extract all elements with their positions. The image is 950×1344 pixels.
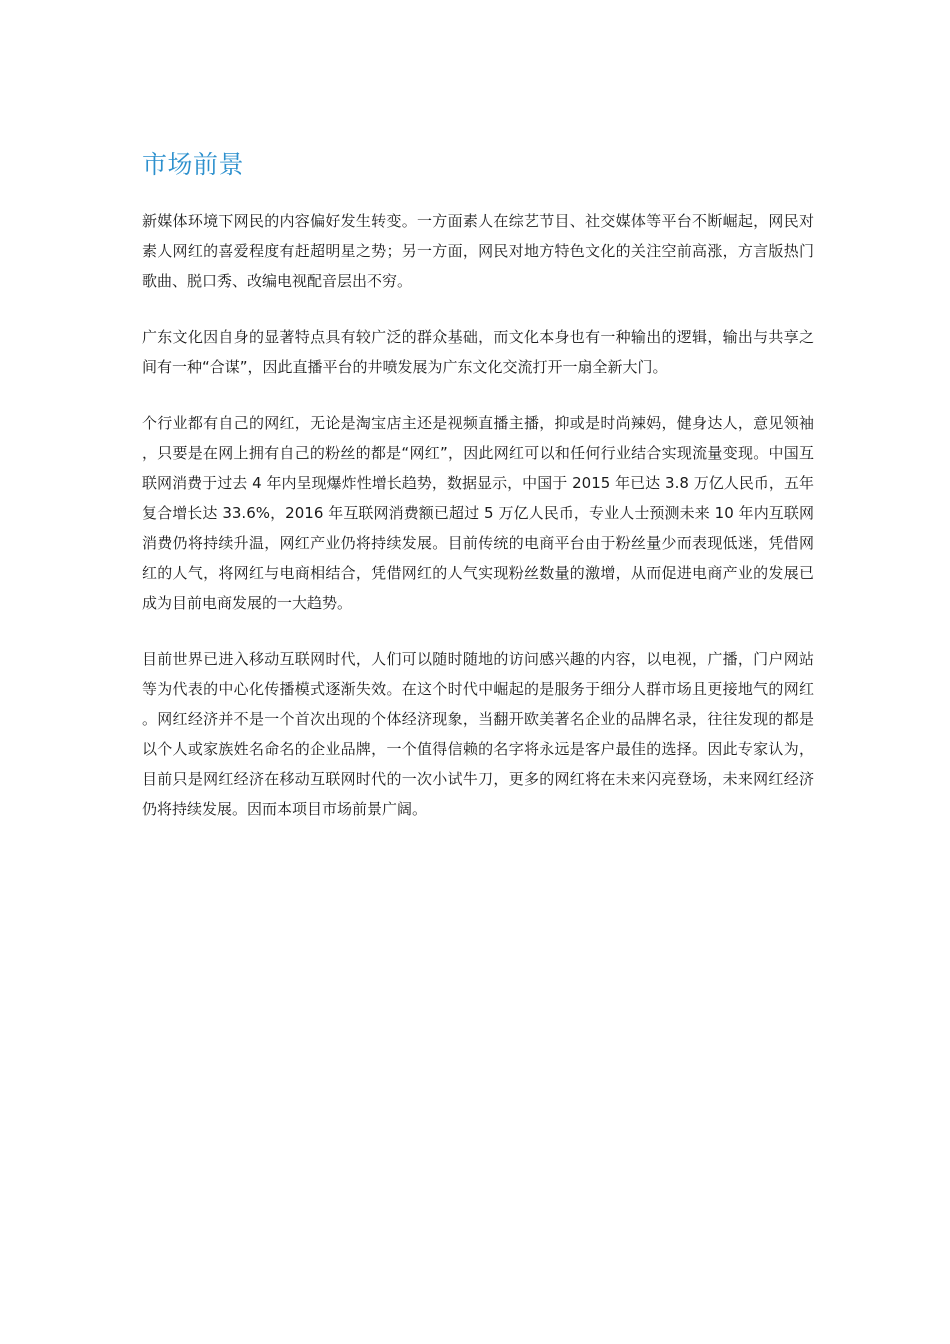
document-body <box>142 148 814 850</box>
section-heading: 市场前景 <box>142 150 245 179</box>
paragraph-guangdong-culture: 广东文化因自身的显著特点具有较广泛的群众基础，而文化本身也有一种输出的逻辑，输出与共享之间有一种“合谋”，因此直播平台的井喷发展为广东文化交流打开一扇全新大门。 <box>142 328 814 376</box>
paragraph-mobile-internet-era: 目前世界已进入移动互联网时代，人们可以随时随地的访问感兴趣的内容，以电视，广播，门户网站等为代表的中心化传播模式逐渐失效。在这个时代中崛起的是服务于细分人群市场且更接地气的网红。网红经济并不是一个首次出现的个体经济现象，当翻开欧美著名企业的品牌名录，往往发现的都是以个人或家族姓名命名的企业品牌，一个值得信赖的名字将永远是客户最佳的选择。因此专家认为，目前只是网红经济在移动互联网时代的一次小试牛刀，更多的网红将在未来闪亮登场，未来网红经济仍将持续发展。因而本项目市场前景广阔。 <box>142 650 814 818</box>
paragraph-content-preference: 新媒体环境下网民的内容偏好发生转变。一方面素人在综艺节目、社交媒体等平台不断崛起，网民对素人网红的喜爱程度有赶超明星之势；另一方面，网民对地方特色文化的关注空前高涨，方言版热门歌曲、脱口秀、改编电视配音层出不穷。 <box>142 212 814 290</box>
paragraph-internet-celebrity-industry: 个行业都有自己的网红，无论是淘宝店主还是视频直播主播，抑或是时尚辣妈，健身达人，意见领袖，只要是在网上拥有自己的粉丝的都是“网红”，因此网红可以和任何行业结合实现流量变现。中国互联网消费于过去 4 年内呈现爆炸性增长趋势，数据显示，中国于 2015 年已达 3.8 万亿人民币，五年复合增长达 33.6%，2016 年互联网消费额已超过 5 万亿人民币，专业人士预测未来 10 年内互联网消费仍将持续升温，网红产业仍将持续发展。目前传统的电商平台由于粉丝量少而表现低迷，凭借网红的人气，将网红与电商相结合，凭借网红的人气实现粉丝数量的激增，从而促进电商产业的发展已成为目前电商发展的一大趋势。 <box>142 414 814 612</box>
